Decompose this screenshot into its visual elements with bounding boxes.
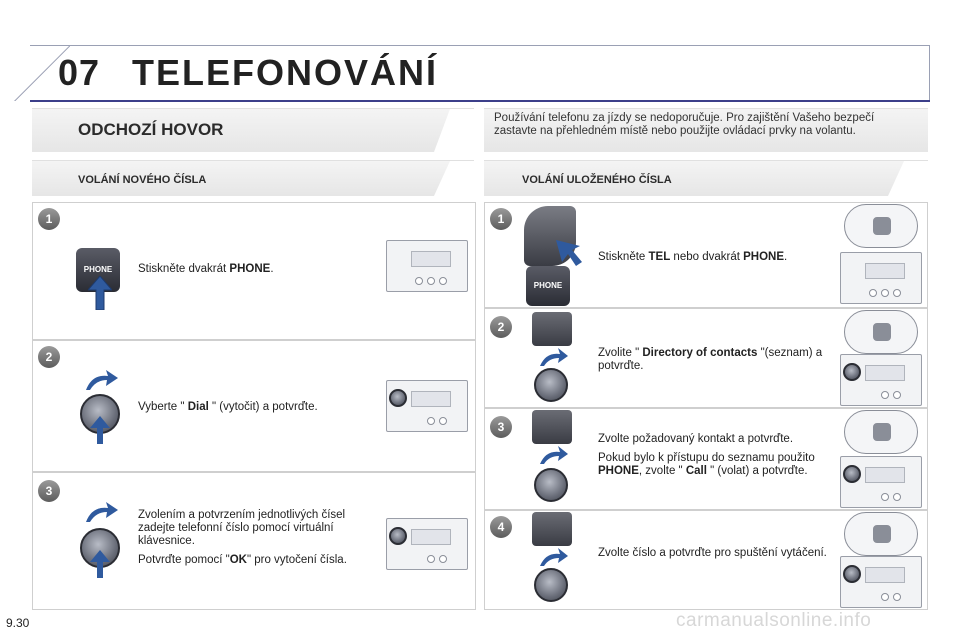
arrow-up-icon (90, 550, 110, 578)
curved-arrow-icon (538, 446, 570, 466)
page-number: 9.30 (6, 616, 30, 630)
step-number: 4 (490, 516, 512, 538)
safety-warning: Používání telefonu za jízdy se nedoporučuje. Pro zajištění Vašeho bezpečí zastavte na přehledném místě nebo použijte ovládací prvky na volantu. (494, 112, 875, 137)
scroll-wheel-icon (532, 312, 572, 346)
rotary-knob-icon (534, 368, 568, 402)
right-subsection-title: VOLÁNÍ ULOŽENÉHO ČÍSLA (522, 174, 672, 186)
radio-panel-icon (840, 456, 922, 508)
step-number: 3 (38, 480, 60, 502)
curved-arrow-icon (84, 500, 120, 524)
radio-panel-icon (386, 518, 468, 570)
radio-panel-icon (840, 252, 922, 304)
step-number: 2 (490, 316, 512, 338)
left-subsection-title: VOLÁNÍ NOVÉHO ČÍSLA (78, 174, 207, 186)
steering-wheel-icon (844, 410, 918, 454)
arrow-up-icon (88, 276, 112, 310)
radio-panel-icon (840, 354, 922, 406)
radio-panel-icon (386, 240, 468, 292)
steering-wheel-icon (844, 204, 918, 248)
phone-button-icon: PHONE (76, 248, 120, 292)
arrow-up-icon (90, 416, 110, 444)
scroll-wheel-icon (532, 410, 572, 444)
rotary-knob-icon (534, 468, 568, 502)
right-step-3-text: Zvolte požadovaný kontakt a potvrďte. Pokud bylo k přístupu do seznamu použito PHONE, zvolte " Call " (volat) a potvrďte. (598, 433, 815, 477)
section-title: ODCHOZÍ HOVOR (78, 120, 224, 139)
radio-panel-icon (386, 380, 468, 432)
scroll-wheel-icon (532, 512, 572, 546)
left-step-3-text: Zvolením a potvrzením jednotlivých čísel zadejte telefonní číslo pomocí virtuální klávesnice. Potvrďte pomocí "OK" pro vytočení čísla. (138, 509, 347, 566)
right-step-1-text: Stiskněte TEL nebo dvakrát PHONE. (598, 251, 788, 263)
phone-button-icon: PHONE (526, 266, 570, 306)
left-step-2-text: Vyberte " Dial " (vytočit) a potvrďte. (138, 401, 318, 413)
pointer-arrow-icon (556, 240, 582, 266)
curved-arrow-icon (84, 368, 120, 392)
curved-arrow-icon (538, 548, 570, 568)
rotary-knob-icon (534, 568, 568, 602)
chapter-number: 07 (58, 52, 101, 93)
header-underline (30, 100, 930, 102)
curved-arrow-icon (538, 348, 570, 368)
steering-wheel-icon (844, 512, 918, 556)
watermark: carmanualsonline.info (676, 610, 872, 631)
chapter-title: TELEFONOVÁNÍ (132, 52, 439, 93)
right-step-2-text: Zvolite " Directory of contacts "(seznam) a potvrďte. (598, 347, 823, 372)
step-number: 1 (490, 208, 512, 230)
right-step-4-text: Zvolte číslo a potvrďte pro spuštění vytáčení. (598, 547, 827, 559)
step-number: 3 (490, 416, 512, 438)
step-number: 2 (38, 346, 60, 368)
step-number: 1 (38, 208, 60, 230)
radio-panel-icon (840, 556, 922, 608)
left-step-1-text: Stiskněte dvakrát PHONE. (138, 263, 274, 275)
steering-wheel-icon (844, 310, 918, 354)
